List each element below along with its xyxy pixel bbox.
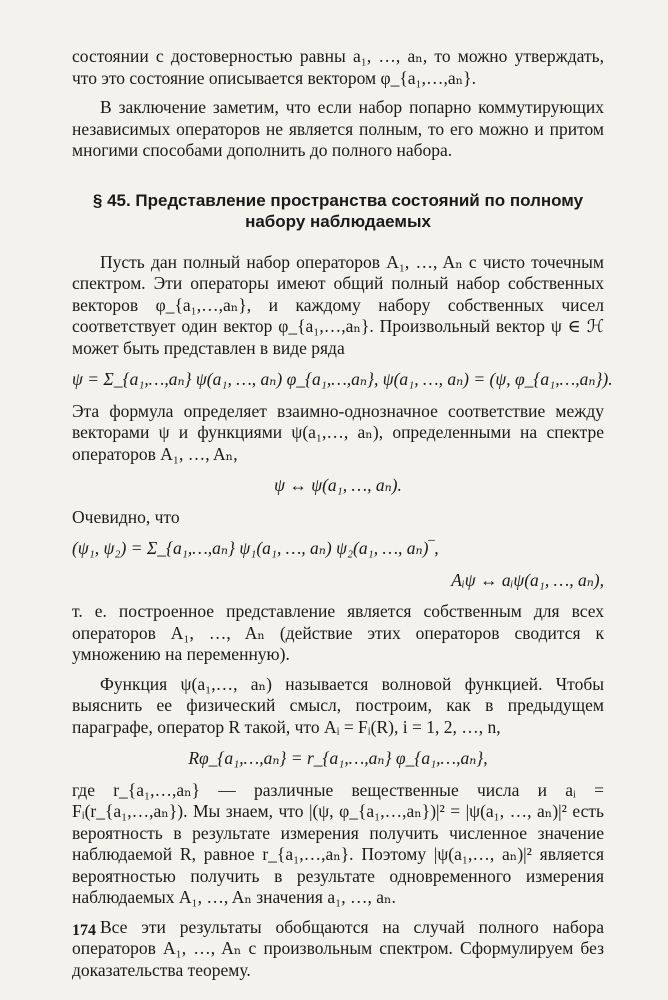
paragraph-obviously: Очевидно, что <box>72 506 180 527</box>
equation-inner-product: (ψ₁, ψ₂) = Σ_{a₁,…,aₙ} ψ₁(a₁, …, aₙ) ψ₂(a₁, …, aₙ)‾, <box>72 538 439 558</box>
paragraph-continued: состоянии с достоверностью равны a₁, …, aₙ, то можно утверждать, что это состояние описывается вектором φ_{a₁,…,aₙ}. <box>72 46 604 88</box>
page-number: 174 <box>72 922 96 939</box>
paragraph-wave-function: Функция ψ(a₁,…, aₙ) называется волновой функцией. Чтобы выяснить ее физический смысл, построим, как в предыдущем параграфе, оператор R такой, что Aᵢ = Fᵢ(R), i = 1, 2, …, n, <box>72 673 604 737</box>
paragraph-correspondence: Эта формула определяет взаимно-однозначное соответствие между векторами ψ и функциями ψ(a₁,…, aₙ), определенными на спектре операторов A₁, …, Aₙ, <box>72 400 604 464</box>
equation-series: ψ = Σ_{a₁,…,aₙ} ψ(a₁, …, aₙ) φ_{a₁,…,aₙ}, ψ(a₁, …, aₙ) = (ψ, φ_{a₁,…,aₙ}). <box>72 369 613 389</box>
equation-operator-r: Rφ_{a₁,…,aₙ} = r_{a₁,…,aₙ} φ_{a₁,…,aₙ}, <box>188 748 488 768</box>
equation-operator-action: Aᵢψ ↔ aᵢψ(a₁, …, aₙ), <box>451 569 604 590</box>
equation-correspondence: ψ ↔ ψ(a₁, …, aₙ). <box>274 475 402 495</box>
paragraph-representation: т. е. построенное представление является собственным для всех операторов A₁, …, Aₙ (действие этих операторов сводится к умножению на переменную). <box>72 601 604 664</box>
paragraph-probability: где r_{a₁,…,aₙ} — различные вещественные числа и aᵢ = Fᵢ(r_{a₁,…,aₙ}). Мы знаем, что |(ψ, φ_{a₁,…,aₙ})|² = |ψ(a₁, …, aₙ)|² есть вероятность в результате измерения получить численное значение наблюдаемой R, равное r_{a₁,…,aₙ}. Поэтому |ψ(a₁,…, aₙ)|² является вероятностью получить в результате одновременного измерения наблюдаемых A₁, …, Aₙ значения a₁, …, aₙ. <box>72 779 604 907</box>
paragraph-conclusion: В заключение заметим, что если набор попарно коммутирующих независимых операторов не является полным, то его можно и притом многими способами дополнить до полного набора. <box>72 97 604 160</box>
text-column <box>72 46 613 981</box>
paragraph-intro: Пусть дан полный набор операторов A₁, …, Aₙ с чисто точечным спектром. Эти операторы имеют общий полный набор собственных векторов φ_{a₁,…,aₙ}, и каждому набору собственных чисел соответствует один вектор φ_{a₁,…,aₙ}. Произвольный вектор ψ ∈ ℋ может быть представлен в виде ряда <box>72 251 604 358</box>
section-heading: § 45. Представление пространства состояний по полному набору наблюдаемых <box>92 190 584 231</box>
paragraph-generalization: Все эти результаты обобщаются на случай полного набора операторов A₁, …, Aₙ с произвольным спектром. Сформулируем без доказательства теорему. <box>72 916 604 980</box>
